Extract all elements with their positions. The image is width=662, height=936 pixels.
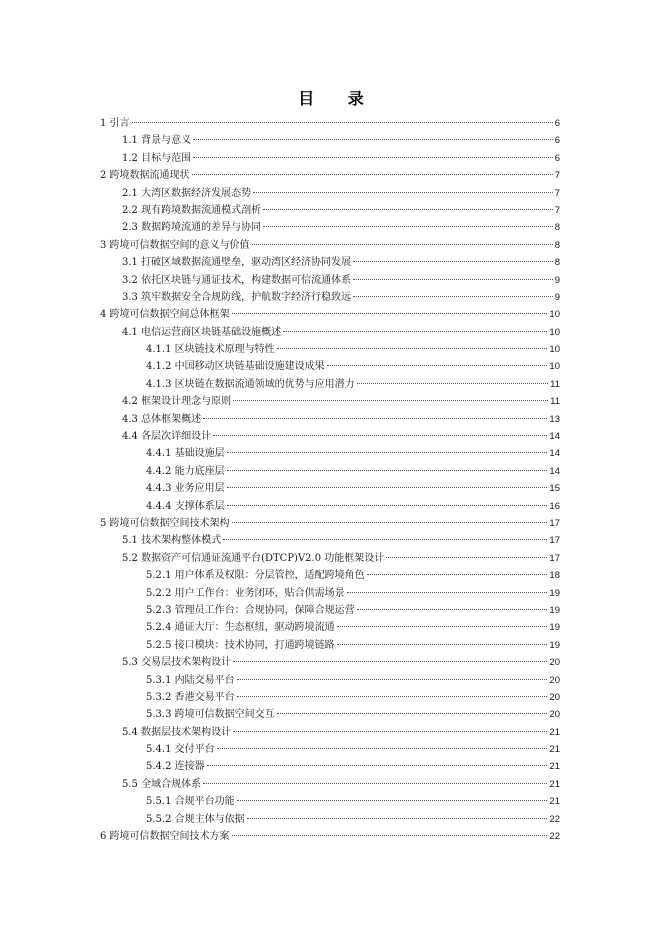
toc-entry-text: 4.1.1 区块链技术原理与特性 [146,344,275,356]
toc-page-number: 10 [549,326,560,338]
toc-entry[interactable] [100,376,560,393]
toc-page-number: 19 [549,587,560,599]
toc-entry[interactable] [100,185,560,202]
toc-entry-text: 5.3.3 跨境可信数据空间交互 [146,709,275,721]
toc-entry-text: 3.2 依托区块链与通证技术，构建数据可信流通体系 [122,274,352,286]
toc-page-number: 9 [554,291,560,303]
toc-entry-text: 5.5.2 合规主体与依据 [146,813,245,825]
toc-dot-leader [386,557,547,558]
toc-dot-leader [357,609,548,610]
toc-dot-leader [353,296,553,297]
toc-entry-text: 2 跨境数据流通现状 [100,170,190,182]
toc-dot-leader [217,748,548,749]
toc-entry[interactable] [100,585,560,602]
toc-dot-leader [337,626,548,627]
toc-entry[interactable] [100,324,560,341]
toc-page-number: 19 [549,639,560,651]
toc-page-number: 6 [554,118,560,129]
toc-entry[interactable] [100,758,560,775]
toc-entry-text: 5.2.4 通证大厅：生态枢纽，驱动跨境流通 [146,622,335,634]
toc-dot-leader [132,122,553,123]
toc-entry[interactable] [100,602,560,619]
toc-dot-leader [252,244,553,245]
toc-entry[interactable] [100,480,560,497]
toc-entry-text: 2.3 数据跨境流通的差异与协同 [122,222,262,234]
toc-entry-text: 4.4.2 能力底座层 [146,465,225,477]
toc-entry[interactable] [100,272,560,289]
toc-entry-text: 4.1 电信运营商区块链基础设施概述 [122,326,282,338]
toc-page-number: 20 [549,657,560,669]
toc-page-number: 7 [554,204,560,216]
toc-page-number: 8 [554,239,560,251]
toc-page-number: 9 [554,274,560,286]
toc-dot-leader [232,835,548,836]
toc-entry[interactable] [100,654,560,671]
toc-entry[interactable] [100,237,560,254]
toc-page-number: 16 [549,500,560,512]
toc-dot-leader [232,522,548,523]
toc-dot-leader [213,435,547,436]
toc-entry[interactable] [100,532,560,549]
toc-dot-leader [237,679,548,680]
toc-page-number: 6 [554,152,560,164]
toc-entry[interactable] [100,219,560,236]
toc-dot-leader [277,713,548,714]
toc-dot-leader [253,192,553,193]
toc-entry-text: 5.2 数据资产可信通证流通平台(DTCP)V2.0 功能框架设计 [122,552,385,564]
toc-entry[interactable] [100,202,560,219]
toc-entry-text: 5.3.1 内陆交易平台 [146,674,235,686]
toc-dot-leader [337,644,548,645]
toc-entry-text: 5.2.1 用户体系及权限：分层管控，适配跨境角色 [146,570,365,582]
toc-page-number: 17 [549,535,560,547]
toc-entry[interactable] [100,167,560,184]
toc-entry[interactable] [100,793,560,810]
toc-page-number: 18 [549,570,560,582]
toc-dot-leader [233,400,548,401]
toc-page-number: 21 [549,761,560,773]
toc-dot-leader [193,157,553,158]
toc-dot-leader [237,696,548,697]
toc-title: 目 录 [298,89,378,108]
toc-page-number: 20 [549,691,560,703]
toc-entry[interactable] [100,306,560,323]
toc-dot-leader [207,765,548,766]
toc-entry-text: 3.1 打破区域数据流通壁垒，驱动湾区经济协同发展 [122,257,352,269]
toc-page-number: 6 [554,135,560,147]
toc-dot-leader [263,226,553,227]
toc-entry[interactable] [100,741,560,758]
toc-entry[interactable] [100,567,560,584]
toc-entry-text: 4.2 框架设计理念与原则 [122,396,232,408]
toc-dot-leader [227,452,548,453]
toc-entry-text: 4.4.1 基础设施层 [146,448,225,460]
toc-entry[interactable] [100,724,560,741]
toc-entry-text: 4 跨境可信数据空间总体框架 [100,309,230,321]
toc-entry[interactable] [100,393,560,410]
toc-dot-leader [353,261,553,262]
toc-page-number: 21 [549,778,560,790]
toc-entry[interactable] [100,689,560,706]
toc-entry[interactable] [100,550,560,567]
toc-dot-leader [223,539,547,540]
toc-entry-text: 2.2 现有跨境数据流通模式剖析 [122,204,262,216]
toc-entry-text: 4.4.4 支撑体系层 [146,500,225,512]
toc-dot-leader [347,592,548,593]
toc-entry[interactable] [100,411,560,428]
toc-entry-text: 4.4.3 业务应用层 [146,483,225,495]
toc-entry-text: 5.5.1 合规平台功能 [146,796,235,808]
toc-page-number: 13 [549,413,560,425]
toc-entry-text: 5.4 数据层技术架构设计 [122,726,232,738]
toc-page-number: 22 [549,813,560,825]
toc-page-number: 11 [550,396,560,408]
toc-entry-text: 5.4.1 交付平台 [146,744,215,756]
toc-page-number: 19 [549,622,560,634]
toc-entry-text: 5.4.2 连接器 [146,761,205,773]
toc-dot-leader [283,331,547,332]
toc-dot-leader [353,279,553,280]
toc-entry-text: 4.1.2 中国移动区块链基础设施建设成果 [146,361,325,373]
toc-entry[interactable] [100,115,560,132]
toc-entry-text: 6 跨境可信数据空间技术方案 [100,831,230,843]
toc-entry[interactable] [100,672,560,689]
toc-dot-leader [237,800,548,801]
toc-page-number: 21 [549,796,560,808]
toc-entry-text: 5.3 交易层技术架构设计 [122,657,232,669]
toc-dot-leader [203,418,547,419]
toc-page-number: 22 [549,831,560,843]
toc-page-number: 20 [549,709,560,721]
toc-page-number: 7 [554,170,560,182]
toc-entry[interactable] [100,498,560,515]
toc-entry-text: 1.1 背景与意义 [122,135,192,147]
toc-entry-text: 1 引言 [100,118,130,129]
toc-dot-leader [367,574,548,575]
toc-entry[interactable] [100,706,560,723]
toc-entry-text: 5.5 全域合规体系 [122,778,202,790]
toc-entry[interactable] [100,289,560,306]
toc-page-number: 17 [549,552,560,564]
toc-entry[interactable] [100,358,560,375]
toc-page-number: 21 [549,726,560,738]
toc-dot-leader [263,209,553,210]
toc-page-number: 8 [554,222,560,234]
toc-page-number: 11 [550,378,560,390]
toc-entry[interactable] [100,150,560,167]
toc-dot-leader [233,731,547,732]
toc-entry-text: 3 跨境可信数据空间的意义与价值 [100,239,250,251]
toc-entry[interactable] [100,341,560,358]
toc-page-number: 14 [549,465,560,477]
toc-entry[interactable] [100,254,560,271]
toc-entry-text: 5 跨境可信数据空间技术架构 [100,517,230,529]
toc-dot-leader [203,783,547,784]
toc-page-number: 20 [549,674,560,686]
toc-entry-text: 4.3 总体框架概述 [122,413,202,425]
toc-dot-leader [192,174,553,175]
toc-page-number: 15 [549,483,560,495]
toc-entry[interactable] [100,637,560,654]
toc-dot-leader [227,487,548,488]
toc-entry-text: 5.2.5 接口模块：技术协同，打通跨境链路 [146,639,335,651]
toc-dot-leader [327,365,548,366]
toc-entry-text: 1.2 目标与范围 [122,152,192,164]
toc-entry-text: 5.3.2 香港交易平台 [146,691,235,703]
toc-page-number: 14 [549,431,560,443]
toc-entry[interactable] [100,811,560,828]
toc-dot-leader [357,383,549,384]
toc-dot-leader [232,313,548,314]
toc-page-number: 8 [554,257,560,269]
toc-entry[interactable] [100,515,560,532]
toc-dot-leader [247,818,548,819]
toc-page-number: 7 [554,187,560,199]
table-of-contents [100,115,560,845]
toc-entry-text: 5.2.3 管理员工作台：合规协同，保障合规运营 [146,604,355,616]
toc-page-number: 10 [549,309,560,321]
toc-page-number: 14 [549,448,560,460]
toc-entry[interactable] [100,445,560,462]
toc-entry[interactable] [100,828,560,845]
toc-entry[interactable] [100,428,560,445]
toc-page-number: 19 [549,604,560,616]
toc-dot-leader [227,470,548,471]
toc-entry-text: 4.4 各层次详细设计 [122,431,212,443]
toc-entry[interactable] [100,619,560,636]
toc-dot-leader [233,661,547,662]
toc-entry-text: 3.3 筑牢数据安全合规防线，护航数字经济行稳致远 [122,291,352,303]
toc-page-number: 17 [549,517,560,529]
toc-dot-leader [193,139,553,140]
toc-dot-leader [277,348,548,349]
toc-entry-text: 4.1.3 区块链在数据流通领域的优势与应用潜力 [146,378,355,390]
toc-entry-text: 5.1 技术架构整体模式 [122,535,222,547]
toc-entry-text: 5.2.2 用户工作台：业务闭环，贴合供需场景 [146,587,345,599]
toc-page-number: 10 [549,344,560,356]
toc-entry[interactable] [100,776,560,793]
toc-page-number: 10 [549,361,560,373]
toc-dot-leader [227,505,548,506]
toc-entry[interactable] [100,463,560,480]
toc-entry-text: 2.1 大湾区数据经济发展态势 [122,187,252,199]
toc-entry[interactable] [100,132,560,149]
toc-page-number: 21 [549,744,560,756]
